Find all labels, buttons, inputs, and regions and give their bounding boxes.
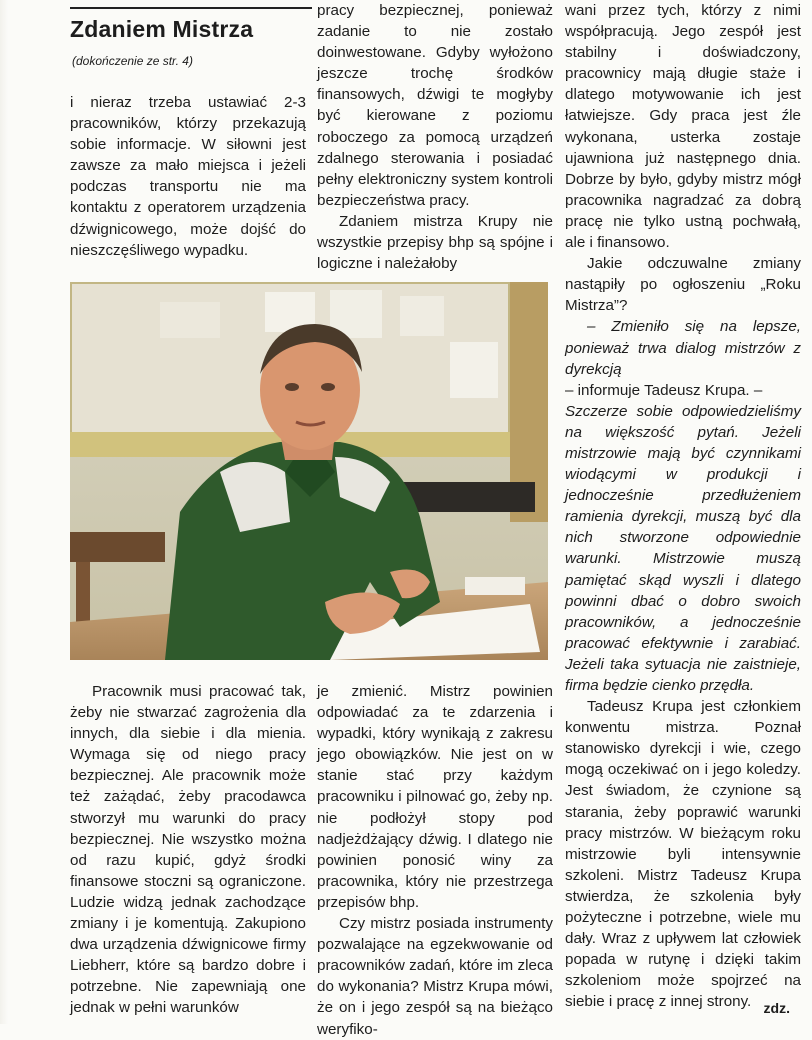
column-3 — [565, 0, 801, 1013]
question-paragraph: Jakie odczuwalne zmiany nastąpiły po ogłoszeniu „Roku Mistrza”? — [565, 255, 801, 315]
article-title: Zdaniem Mistrza — [70, 16, 254, 42]
paragraph: Tadeusz Krupa jest członkiem konwentu mistrza. Poznał stanowisko dyrekcji i wie, czego mogą oczekiwać on i jego koledzy. Jest świadom, że czynione są starania, żeby poprawić warunki pracy mistrzów. W bieżącym roku mistrzowie byli intensywnie szkoleni. Mistrz Tadeusz Krupa stwierdza, że szkolenia były pożyteczne i potrzebne, wiele mu dały. Wraz z upływem lat człowiek popada w rutynę i dzięki takim szkoleniom może spojrzeć na siebie i pracę z innej strony. — [565, 698, 801, 1011]
attribution-text: – informuje Tadeusz Krupa. – — [565, 381, 763, 399]
title-rule — [70, 7, 312, 9]
continuation-note: (dokończenie ze str. 4) — [72, 54, 193, 68]
paragraph: je zmienić. Mistrz powinien odpowiadać za te zdarzenia i wypadki, który wynikają z zakresu jego obowiązków. Nie jest on w stanie stać przy każdym pracowniku i pilnować go, żeby np. nie podłożył stopy pod nadjeżdżający dźwig. I dlatego nie powinien ponosić winy za pracownika, który nie przestrzega przepisów bhp. — [317, 683, 553, 911]
article-photo — [70, 282, 548, 660]
paragraph: pracy bezpiecznej, ponieważ zadanie to nie zostało doinwestowane. Gdyby wyłożono jeszcze trochę środków finansowych, dźwigi te mogłyby być kierowane z poziomu roboczego za pomocą urządzeń zdalnego sterowania i posiadać pełny elektroniczny system kontroli bezpieczeństwa pracy. — [317, 2, 553, 209]
page-edge — [0, 0, 8, 1024]
paragraph: Czy mistrz posiada instrumenty pozwalające na egzekwowanie od pracowników zadań, które im zleca do wykonania? Mistrz Krupa mówi, że on i jego zespół są na bieżąco weryfiko- — [317, 915, 553, 1038]
column-2-bottom — [317, 681, 553, 1040]
column-1-top — [70, 92, 306, 261]
column-1-bottom — [70, 681, 306, 1019]
paragraph: Zdaniem mistrza Krupy nie wszystkie przepisy bhp są spójne i logiczne i należałoby — [317, 212, 553, 273]
column-2-top — [317, 0, 553, 274]
author-signature: zdz. — [763, 1000, 790, 1016]
paragraph: wani przez tych, którzy z nimi współpracują. Jego zespół jest stabilny i doświadczony, pracownicy mają długie staże i dlatego motywowanie ich jest łatwiejsze. Gdy praca jest źle wykonana, usterka zostaje ujawniona już następnego dnia. Dobrze by było, gdyby mistrz mógł pracownika nagradzać za dobrą pracę nie tylko ustną pochwałą, ale i finansowo. — [565, 2, 801, 252]
paragraph: Pracownik musi pracować tak, żeby nie stwarzać zagrożenia dla innych, dla siebie i dla mienia. Wymaga się od niego pracy bezpiecznej. Ale pracownik może też zażądać, żeby pracodawca stworzył mu warunki do pracy bezpiecznej. Nie wszystko można od razu kupić, gdyż środki finansowe stoczni są ograniczone. Ludzie widzą jednak zachodzące zmiany i je komentują. Zakupiono dwa urządzenia dźwignicowe firmy Liebherr, które są bardzo dobre i potrzebne. Nie zapewniają one jednak w pełni warunków — [70, 683, 306, 1017]
answer-paragraph-part-1: – Zmieniło się na lepsze, ponieważ trwa dialog mistrzów z dyrekcją — [565, 318, 801, 378]
photo-man-at-desk-icon — [70, 282, 548, 660]
answer-paragraph-part-2: Szczerze sobie odpowiedzieliśmy na większość pytań. Jeżeli mistrzowie mają być czynnikami wiodącymi w produkcji i jednocześnie przedłużeniem ramienia dyrekcji, muszą być dla nich stworzone odpowiednie warunki. Mistrzowie muszą pamiętać skąd wyszli i dlatego powinni dbać o dobro swoich pracowników, a jednocześnie pracować efektywnie i zarabiać. Jeżeli taka sytuacja nie zaistnieje, firma będzie cienko przędła. — [565, 402, 801, 694]
paragraph: i nieraz trzeba ustawiać 2-3 pracowników, którzy przekazują sobie informacje. W siłowni jest zawsze za mało miejsca i jeżeli podczas transportu nie ma kontaktu z operatorem urządzenia dźwignicowego, może dojść do nieszczęśliwego wypadku. — [70, 94, 306, 259]
